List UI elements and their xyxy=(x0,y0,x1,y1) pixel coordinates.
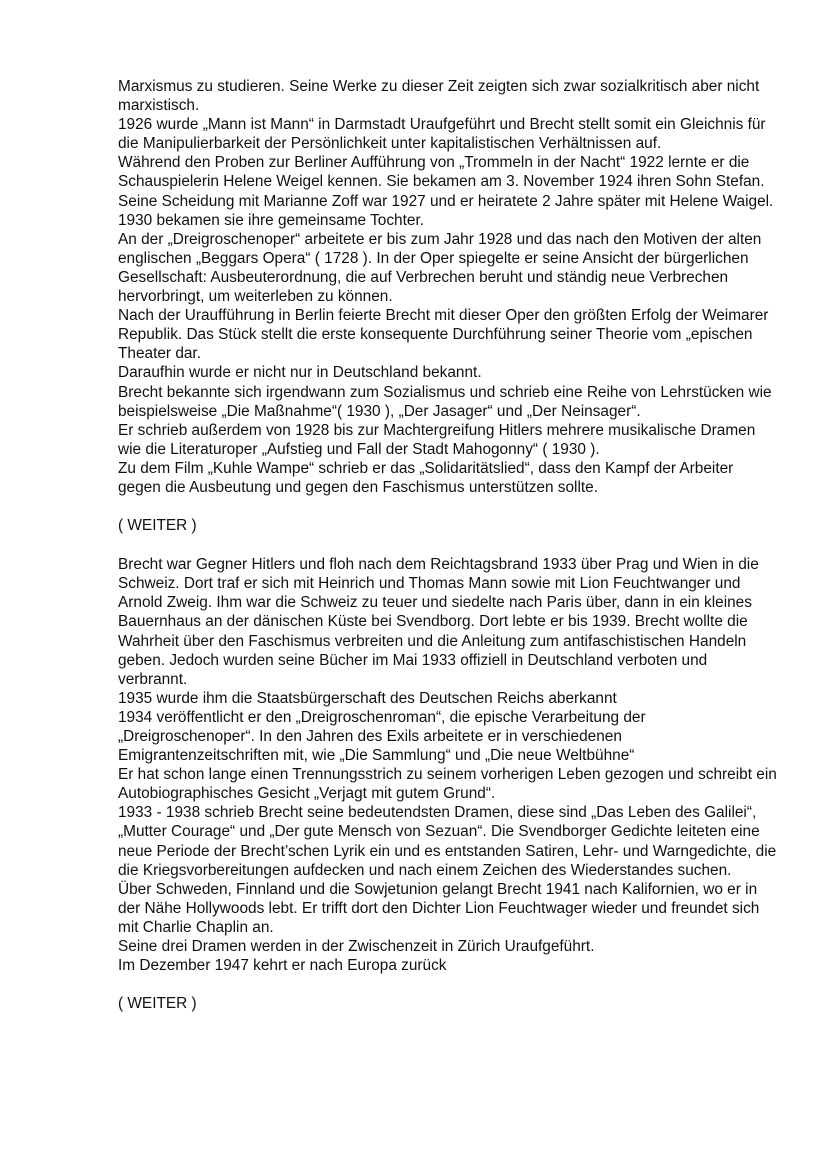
paragraph-musikalische-dramen: Er schrieb außerdem von 1928 bis zur Machtergreifung Hitlers mehrere musikalische Dramen wie die Literaturoper „Aufstieg und Fall der Stadt Mahogonny“ ( 1930 ). xyxy=(118,421,756,458)
paragraph-zuerich: Seine drei Dramen werden in der Zwischenzeit in Zürich Uraufgeführt. xyxy=(118,938,595,956)
paragraph-sozialismus: Brecht bekannte sich irgendwann zum Sozialismus und schrieb eine Reihe von Lehrstücken wie beispielsweise „Die Maßnahme“( 1930 ), „Der Jasager“ und „Der Neinsager“. xyxy=(118,383,772,420)
spacer xyxy=(118,497,778,516)
paragraph-mann-ist-mann: 1926 wurde „Mann ist Mann“ in Darmstadt Uraufgeführt und Brecht stellt somit ein Gleichnis für die Manipulierbarkeit der Persönlichkeit unter kapitalistischen Verhältnissen auf. xyxy=(118,116,766,153)
weiter-marker-1: ( WEITER ) xyxy=(118,517,197,535)
paragraph-trennungsstrich: Er hat schon lange einen Trennungsstrich zu seinem vorherigen Leben gezogen und schreibt ein Autobiographisches Gesicht „Verjagt mit gutem Grund“. xyxy=(118,766,777,803)
paragraph-exil: Brecht war Gegner Hitlers und floh nach dem Reichtagsbrand 1933 über Prag und Wien in die Schweiz. Dort traf er sich mit Heinrich und Thomas Mann sowie mit Lion Feuchtwanger und Arnold Zweig. Ihm war die Schweiz zu teuer und siedelte nach Paris über, dann in ein kleines Bauernhaus an der dänischen Küste bei Svendborg. Dort lebte er bis 1939. Brecht wollte die Wahrheit über den Faschismus verbreiten und die Anleitung zum antifaschistischen Handeln geben. Jedoch wurden seine Bücher im Mai 1933 offiziell in Deutschland verboten und verbrannt. xyxy=(118,556,759,688)
paragraph-bedeutendste-dramen: 1933 - 1938 schrieb Brecht seine bedeutendsten Dramen, diese sind „Das Leben des Galilei“, „Mutter Courage“ und „Der gute Mensch von Sezuan“. Die Svendborger Gedichte leiteten eine neue Periode der Brecht’schen Lyrik ein und es entstanden Satiren, Lehr- und Warngedichte, die die Kriegsvorbereitungen aufdecken und nach einem Zeichen des Wiederstandes suchen. xyxy=(118,804,777,879)
paragraph-kalifornien: Über Schweden, Finnland und die Sowjetunion gelangt Brecht 1941 nach Kalifornien, wo er in der Nähe Hollywoods lebt. Er trifft dort den Dichter Lion Feuchtwager wieder und freundet sich mit Charlie Chaplin an. xyxy=(118,880,760,936)
spacer xyxy=(118,535,778,555)
paragraph-kuhle-wampe: Zu dem Film „Kuhle Wampe“ schrieb er das „Solidaritätslied“, dass den Kampf der Arbeiter gegen die Ausbeutung und gegen den Faschismus unterstützen sollte. xyxy=(118,459,734,496)
document-page xyxy=(118,77,778,1013)
paragraph-urauffuehrung: Nach der Uraufführung in Berlin feierte Brecht mit dieser Oper den größten Erfolg der Weimarer Republik. Das Stück stellt die erste konsequente Durchführung seiner Theorie vom „epischen Theater dar. xyxy=(118,307,769,363)
paragraph-bekannt: Daraufhin wurde er nicht nur in Deutschland bekannt. xyxy=(118,364,482,382)
paragraph-helene-weigel: Während den Proben zur Berliner Aufführung von „Trommeln in der Nacht“ 1922 lernte er die Schauspielerin Helene Weigel kennen. Sie bekamen am 3. November 1924 ihren Sohn Stefan. Seine Scheidung mit Marianne Zoff war 1927 und er heiratete 2 Jahre später mit Helene Waigel. 1930 bekamen sie ihre gemeinsame Tochter. xyxy=(118,154,774,229)
weiter-marker-2: ( WEITER ) xyxy=(118,995,197,1013)
section-2 xyxy=(118,555,778,975)
section-1 xyxy=(118,77,778,497)
paragraph-staatsbuergerschaft: 1935 wurde ihm die Staatsbürgerschaft des Deutschen Reichs aberkannt xyxy=(118,689,617,707)
paragraph-dreigroschenoper: An der „Dreigroschenoper“ arbeitete er bis zum Jahr 1928 und das nach den Motiven der alten englischen „Beggars Opera“ ( 1728 ). In der Oper spiegelte er seine Ansicht der bürgerlichen Gesellschaft: Ausbeuterordnung, die auf Verbrechen beruht und ständig neue Verbrechen hervorbringt, um weiterleben zu können. xyxy=(118,230,762,306)
spacer xyxy=(118,975,778,994)
paragraph-dreigroschenroman: 1934 veröffentlicht er den „Dreigroschenroman“, die epische Verarbeitung der „Dreigroschenoper“. In den Jahren des Exils arbeitete er in verschiedenen Emigrantenzeitschriften mit, wie „Die Sammlung“ und „Die neue Weltbühne“ xyxy=(118,708,646,765)
paragraph-marxismus: Marxismus zu studieren. Seine Werke zu dieser Zeit zeigten sich zwar sozialkritisch aber nicht marxistisch. xyxy=(118,78,760,115)
paragraph-rueckkehr: Im Dezember 1947 kehrt er nach Europa zurück xyxy=(118,957,447,975)
